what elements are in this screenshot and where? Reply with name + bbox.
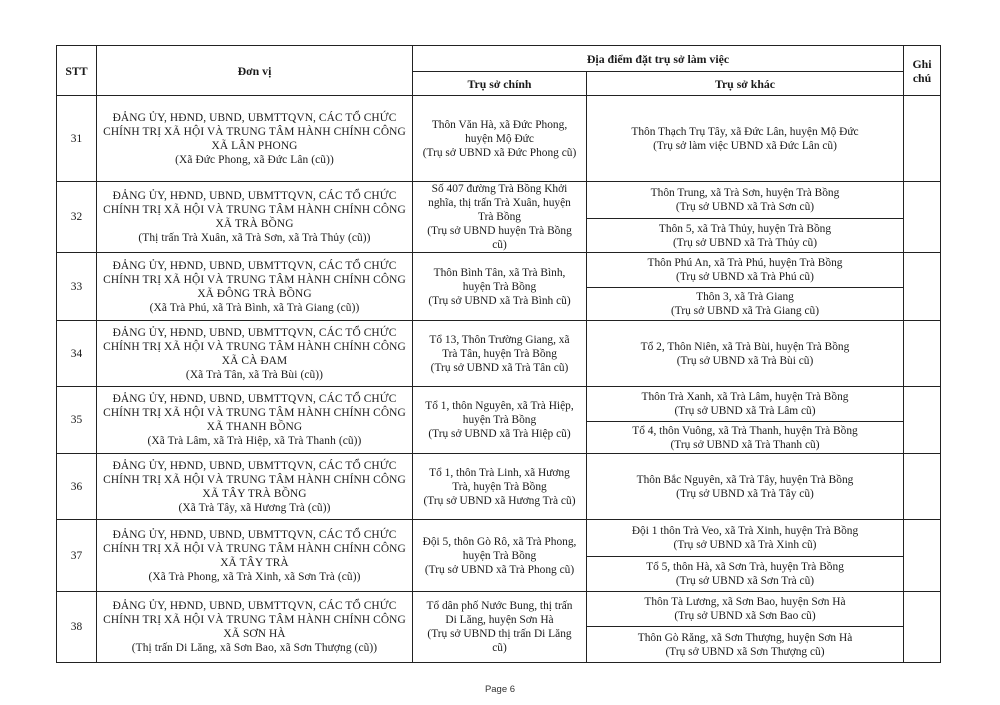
- row-other-office: [587, 387, 904, 422]
- unit-name: ĐẢNG ỦY, HĐND, UBND, UBMTTQVN, CÁC TỔ CHỨC CHÍNH TRỊ XÃ HỘI VÀ TRUNG TÂM HÀNH CHÍNH CÔNG XÃ THANH BỒNG: [103, 393, 406, 433]
- main-office-line: Tổ 1, thôn Nguyên, xã Trà Hiệp,: [425, 400, 574, 412]
- other-office-line: Tổ 4, thôn Vuông, xã Trà Thanh, huyện Trà Bồng: [632, 424, 858, 437]
- table-row: [57, 96, 941, 182]
- other-office-line: Thôn 5, xã Trà Thủy, huyện Trà Bồng: [658, 222, 832, 235]
- unit-name: ĐẢNG ỦY, HĐND, UBND, UBMTTQVN, CÁC TỔ CHỨC CHÍNH TRỊ XÃ HỘI VÀ TRUNG TÂM HÀNH CHÍNH CÔNG XÃ SƠN HÀ: [103, 600, 406, 640]
- row-unit: [97, 321, 413, 387]
- table-header: [57, 46, 941, 96]
- row-notes: [904, 182, 941, 253]
- row-main-office: [413, 182, 587, 253]
- main-office-line: huyện Trà Bồng: [462, 414, 537, 426]
- row-main-office: [413, 520, 587, 592]
- unit-former-scope: (Thị trấn Trà Xuân, xã Trà Sơn, xã Trà Thủy (cũ)): [138, 232, 371, 244]
- main-office-line: (Trụ sở UBND thị trấn Di Lăng: [427, 628, 572, 640]
- main-office-line: huyện Trà Bồng: [462, 280, 537, 293]
- header-other-office: Trụ sở khác: [587, 72, 904, 96]
- table-row: [57, 454, 941, 520]
- other-office-line: Thôn Bắc Nguyên, xã Trà Tây, huyện Trà Bồng: [636, 473, 854, 486]
- header-unit: Đơn vị: [97, 46, 413, 96]
- row-main-office: [413, 321, 587, 387]
- other-office-line: (Trụ sở UBND xã Trà Bùi cũ): [676, 354, 814, 367]
- other-office-line: (Trụ sở UBND xã Trà Tây cũ): [676, 487, 814, 500]
- other-office-line: (Trụ sở UBND xã Trà Giang cũ): [671, 305, 819, 317]
- table-row: [57, 592, 941, 627]
- other-office-line: Thôn Thạch Trụ Tây, xã Đức Lân, huyện Mộ Đức: [631, 125, 859, 138]
- other-office-line: Tổ 2, Thôn Niên, xã Trà Bùi, huyện Trà Bồng: [640, 340, 850, 353]
- main-office-line: (Trụ sở UBND xã Hương Trà cũ): [423, 494, 576, 507]
- row-stt: 33: [57, 253, 97, 321]
- row-notes: [904, 387, 941, 454]
- row-unit: [97, 592, 413, 663]
- other-office-line: Đội 1 thôn Trà Veo, xã Trà Xinh, huyện Trà Bồng: [631, 525, 859, 537]
- other-office-line: (Trụ sở UBND xã Sơn Trà cũ): [675, 575, 815, 587]
- row-unit: [97, 253, 413, 321]
- main-office-line: Trà Tân, huyện Trà Bồng: [442, 347, 557, 360]
- row-notes: [904, 592, 941, 663]
- other-office-line: (Trụ sở UBND xã Trà Thủy cũ): [673, 236, 817, 249]
- row-main-office: [413, 592, 587, 663]
- row-notes: [904, 253, 941, 321]
- row-other-office: [587, 96, 904, 182]
- row-notes: [904, 321, 941, 387]
- other-office-line: Thôn Gò Răng, xã Sơn Thượng, huyện Sơn Hà: [637, 631, 853, 644]
- header-notes: Ghi chú: [904, 46, 941, 96]
- other-office-line: (Trụ sở UBND xã Trà Xinh cũ): [673, 539, 817, 551]
- other-office-line: (Trụ sở UBND xã Trà Sơn cũ): [675, 201, 815, 214]
- unit-name: ĐẢNG ỦY, HĐND, UBND, UBMTTQVN, CÁC TỔ CHỨC CHÍNH TRỊ XÃ HỘI VÀ TRUNG TÂM HÀNH CHÍNH CÔNG XÃ LÂN PHONG: [103, 111, 406, 152]
- unit-former-scope: (Thị trấn Di Lăng, xã Sơn Bao, xã Sơn Thượng (cũ)): [131, 642, 378, 654]
- main-office-line: Số 407 đường Trà Bồng Khởi: [431, 183, 568, 195]
- row-main-office: [413, 253, 587, 321]
- other-office-line: Thôn Trung, xã Trà Sơn, huyện Trà Bồng: [650, 187, 840, 200]
- header-location: Địa điểm đặt trụ sở làm việc: [413, 46, 904, 72]
- unit-name: ĐẢNG ỦY, HĐND, UBND, UBMTTQVN, CÁC TỔ CHỨC CHÍNH TRỊ XÃ HỘI VÀ TRUNG TÂM HÀNH CHÍNH CÔNG XÃ ĐÔNG TRÀ BỒNG: [103, 259, 406, 300]
- other-office-line: (Trụ sở UBND xã Trà Thanh cũ): [670, 438, 820, 451]
- main-office-line: nghĩa, thị trấn Trà Xuân, huyện: [428, 197, 571, 209]
- main-office-line: Trà, huyện Trà Bồng: [452, 480, 547, 493]
- table-row: [57, 520, 941, 557]
- other-office-line: Tổ 5, thôn Hà, xã Sơn Trà, huyện Trà Bồng: [646, 561, 844, 573]
- other-office-line: (Trụ sở UBND xã Trà Lâm cũ): [674, 405, 816, 417]
- row-main-office: [413, 96, 587, 182]
- table-row: [57, 253, 941, 288]
- other-office-line: Thôn Trà Xanh, xã Trà Lâm, huyện Trà Bồng: [641, 391, 849, 403]
- row-stt: 31: [57, 96, 97, 182]
- other-office-line: (Trụ sở UBND xã Sơn Bao cũ): [674, 610, 816, 622]
- main-office-line: Tổ 1, thôn Trà Linh, xã Hương: [429, 466, 570, 479]
- page-number: Page 6: [484, 684, 516, 695]
- row-stt: 34: [57, 321, 97, 387]
- main-office-line: cũ): [492, 642, 507, 654]
- main-office-line: (Trụ sở UBND xã Trà Bình cũ): [428, 294, 571, 307]
- row-other-office: [587, 592, 904, 627]
- row-unit: [97, 182, 413, 253]
- other-office-line: Thôn Phú An, xã Trà Phú, huyện Trà Bồng: [647, 257, 843, 269]
- row-notes: [904, 454, 941, 520]
- row-other-office: [587, 253, 904, 288]
- row-stt: 35: [57, 387, 97, 454]
- row-unit: [97, 454, 413, 520]
- other-office-line: Thôn Tà Lương, xã Sơn Bao, huyện Sơn Hà: [644, 596, 846, 608]
- main-office-line: (Trụ sở UBND xã Trà Hiệp cũ): [428, 428, 571, 440]
- main-office-line: (Trụ sở UBND xã Trà Tân cũ): [430, 361, 569, 374]
- main-office-line: (Trụ sở UBND xã Đức Phong cũ): [422, 146, 577, 159]
- unit-name: ĐẢNG ỦY, HĐND, UBND, UBMTTQVN, CÁC TỔ CHỨC CHÍNH TRỊ XÃ HỘI VÀ TRUNG TÂM HÀNH CHÍNH CÔNG XÃ TRÀ BỒNG: [103, 190, 406, 230]
- row-other-office: [587, 288, 904, 321]
- row-notes: [904, 96, 941, 182]
- unit-former-scope: (Xã Trà Lâm, xã Trà Hiệp, xã Trà Thanh (cũ)): [147, 435, 362, 447]
- row-stt: 36: [57, 454, 97, 520]
- unit-name: ĐẢNG ỦY, HĐND, UBND, UBMTTQVN, CÁC TỔ CHỨC CHÍNH TRỊ XÃ HỘI VÀ TRUNG TÂM HÀNH CHÍNH CÔNG XÃ CÀ ĐAM: [103, 326, 406, 367]
- row-stt: 32: [57, 182, 97, 253]
- table-body: [57, 96, 941, 663]
- other-office-line: (Trụ sở UBND xã Trà Phú cũ): [676, 271, 814, 283]
- row-main-office: [413, 454, 587, 520]
- row-other-office: [587, 321, 904, 387]
- row-other-office: [587, 627, 904, 663]
- main-office-line: Tổ 13, Thôn Trường Giang, xã: [429, 333, 570, 346]
- table-row: [57, 321, 941, 387]
- office-locations-table: [56, 45, 941, 663]
- other-office-line: (Trụ sở UBND xã Sơn Thượng cũ): [665, 645, 825, 658]
- main-office-line: huyện Trà Bồng: [462, 549, 537, 562]
- main-office-line: huyện Mộ Đức: [465, 132, 534, 145]
- row-stt: 37: [57, 520, 97, 592]
- row-notes: [904, 520, 941, 592]
- header-main-office: Trụ sở chính: [413, 72, 587, 96]
- unit-name: ĐẢNG ỦY, HĐND, UBND, UBMTTQVN, CÁC TỔ CHỨC CHÍNH TRỊ XÃ HỘI VÀ TRUNG TÂM HÀNH CHÍNH CÔNG XÃ TÂY TRÀ BỒNG: [103, 459, 406, 500]
- row-other-office: [587, 454, 904, 520]
- row-other-office: [587, 219, 904, 253]
- row-stt: 38: [57, 592, 97, 663]
- row-unit: [97, 387, 413, 454]
- row-other-office: [587, 422, 904, 454]
- row-unit: [97, 520, 413, 592]
- main-office-line: (Trụ sở UBND xã Trà Phong cũ): [424, 563, 575, 576]
- table-row: [57, 182, 941, 219]
- main-office-line: Trà Bồng: [478, 211, 521, 223]
- main-office-line: Thôn Bình Tân, xã Trà Bình,: [433, 266, 566, 279]
- header-stt: STT: [57, 46, 97, 96]
- unit-former-scope: (Xã Trà Phú, xã Trà Bình, xã Trà Giang (cũ)): [149, 301, 360, 314]
- main-office-line: Thôn Văn Hà, xã Đức Phong,: [431, 118, 568, 131]
- main-office-line: Di Lăng, huyện Sơn Hà: [445, 614, 554, 626]
- row-unit: [97, 96, 413, 182]
- other-office-line: (Trụ sở làm việc UBND xã Đức Lân cũ): [653, 139, 837, 152]
- other-office-line: Thôn 3, xã Trà Giang: [696, 291, 794, 303]
- row-other-office: [587, 557, 904, 592]
- unit-former-scope: (Xã Trà Tây, xã Hương Trà (cũ)): [178, 501, 331, 514]
- row-main-office: [413, 387, 587, 454]
- table-row: [57, 387, 941, 422]
- main-office-line: Đội 5, thôn Gò Rô, xã Trà Phong,: [422, 535, 577, 548]
- main-office-line: Tổ dân phố Nước Bung, thị trấn: [426, 600, 573, 612]
- row-other-office: [587, 520, 904, 557]
- unit-former-scope: (Xã Đức Phong, xã Đức Lân (cũ)): [175, 153, 334, 166]
- main-office-line: cũ): [492, 239, 507, 251]
- unit-former-scope: (Xã Trà Tân, xã Trà Bùi (cũ)): [185, 368, 324, 381]
- unit-name: ĐẢNG ỦY, HĐND, UBND, UBMTTQVN, CÁC TỔ CHỨC CHÍNH TRỊ XÃ HỘI VÀ TRUNG TÂM HÀNH CHÍNH CÔNG XÃ TÂY TRÀ: [103, 528, 406, 569]
- main-office-line: (Trụ sở UBND huyện Trà Bồng: [427, 225, 572, 237]
- row-other-office: [587, 182, 904, 219]
- unit-former-scope: (Xã Trà Phong, xã Trà Xinh, xã Sơn Trà (cũ)): [148, 570, 361, 583]
